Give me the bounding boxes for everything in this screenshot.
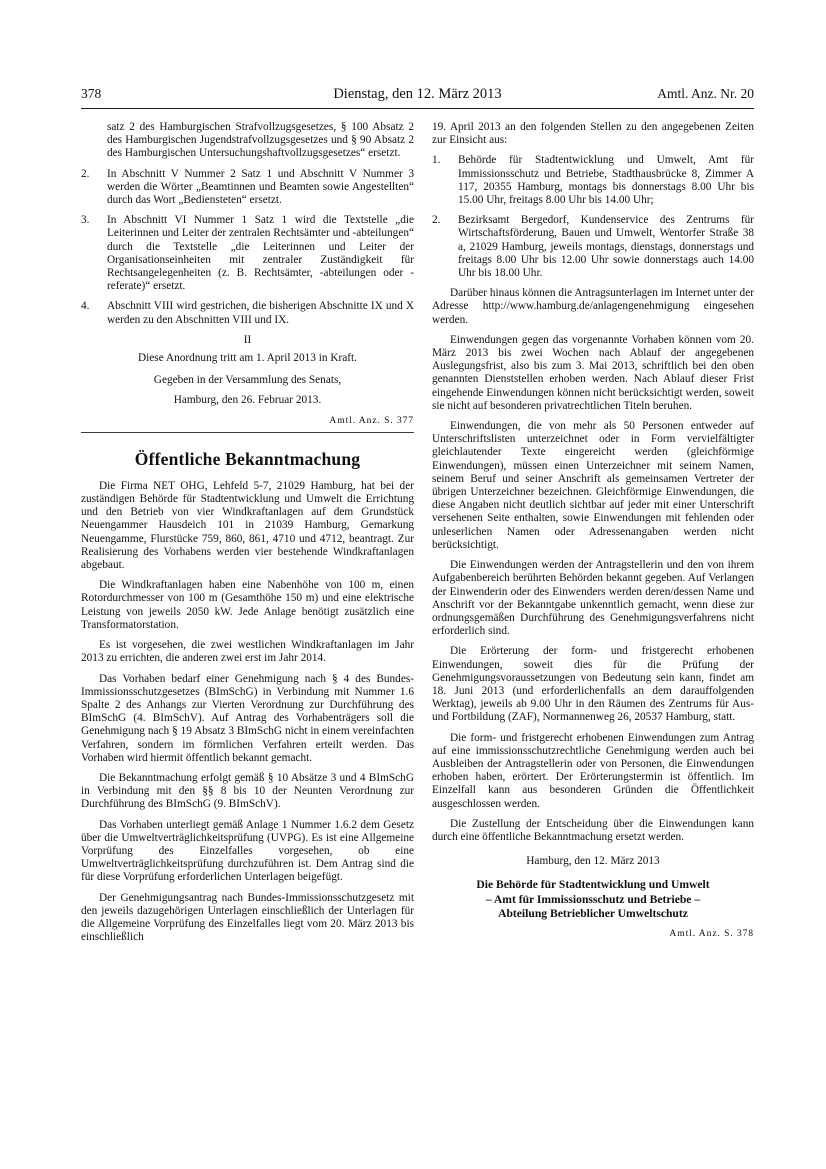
body-paragraph: Die Zustellung der Entscheidung über die Einwendungen kann durch eine öffentliche Bekanntmachung ersetzt werden. (432, 817, 754, 843)
announcement-paragraph: Das Vorhaben unterliegt gemäß Anlage 1 Nummer 1.6.2 dem Gesetz über die Umweltverträglichkeitsprüfung (UVPG). Es ist eine Allgemeine Vorprüfung des Einzelfalles vorgesehen, ob eine Umweltverträglichkeitsprüfung durchzuführen ist. Dem Antrag sind die für diese Vorprüfung erforderlichen Unterlagen beigefügt. (81, 818, 414, 884)
announcement-paragraph: Das Vorhaben bedarf einer Genehmigung nach § 4 des Bundes-Immissionsschutzgesetzes (BImSchG) in Verbindung mit Nummer 1.6 Spalte 2 des Anhangs zur Vierten Verordnung zur Durchführung des BImSchG (4. BImSchV). Auf Antrag des Vorhabenträgers soll die Genehmigung nach § 19 Absatz 3 BImSchG nicht in einem vereinfachten Verfahren, sondern im förmlichen Verfahren erteilt werden. Das Vorhaben wird hiermit öffentlich bekannt gemacht. (81, 672, 414, 764)
list-item (81, 300, 414, 326)
announcement-paragraph: Die Bekanntmachung erfolgt gemäß § 10 Absätze 3 und 4 BImSchG in Verbindung mit den §§ 8 bis 10 der Neunten Verordnung zur Durchführung des BImSchG (9. BImSchV). (81, 771, 414, 811)
source-reference: Amtl. Anz. S. 378 (669, 927, 754, 939)
list-continuation-text: satz 2 des Hamburgischen Strafvollzugsgesetzes, § 100 Absatz 2 des Hamburgischen Jugendstrafvollzugsgesetzes und § 90 Absatz 2 des Hamburgischen Untersuchungshaftvollzugsgesetzes“ ersetzt. (107, 121, 414, 160)
list-item-text: Abschnitt VIII wird gestrichen, die bisherigen Abschnitte IX und X werden zu den Abschnitten VIII und IX. (107, 300, 414, 326)
list-item-number: 2. (81, 167, 90, 180)
body-paragraph: Einwendungen, die von mehr als 50 Personen entweder auf Unterschriftslisten unterzeichnet oder in Form vervielfältigter gleichlautender Texte eingereicht werden (gleichförmige Einwendungen), müssen einen Unterzeichner mit seinem Namen, seinem Beruf und seiner Anschrift als gemeinsamen Vertreter der übrigen Unterzeichner bezeichnen. Gleichförmige Einwendungen, die diese Angaben nicht deutlich sichtbar auf jeder mit einer Unterschrift versehenen Seite enthalten, sowie Einwendungen mit fehlenden oder unleserlichen Namen oder Adressenangaben werden nicht berücksichtigt. (432, 420, 754, 551)
body-paragraph: Einwendungen gegen das vorgenannte Vorhaben können vom 20. März 2013 bis zwei Wochen nach Ablauf der angegebenen Auslegungsfrist, also bis zum 3. Mai 2013, schriftlich bei den oben genannten Dienststellen erhoben werden. Nach Ablauf dieser Frist eingehende Einwendungen können nicht berücksichtigt werden, soweit sie nicht auf besonderen privatrechtlichen Titeln beruhen. (432, 333, 754, 412)
announcement-paragraph: Die Windkraftanlagen haben eine Nabenhöhe von 100 m, einen Rotordurchmesser von 100 m (Gesamthöhe 150 m) und eine elektrische Leistung von jeweils 2050 kW. Jede Anlage benötigt zusätzlich eine Transformatorstation. (81, 579, 414, 631)
section-numeral: II (243, 333, 252, 346)
list-continuation (81, 121, 414, 161)
signature-line: Die Behörde für Stadtentwicklung und Umwelt (476, 878, 710, 892)
list-item-text: In Abschnitt V Nummer 2 Satz 1 und Abschnitt V Nummer 3 werden die Wörter „Beamtinnen und Beamten sowie Angestellten“ durch das Wort „Bediensteten“ ersetzt. (107, 167, 414, 207)
left-column (81, 121, 414, 951)
announcement-paragraph: Die Firma NET OHG, Lehfeld 5-7, 21029 Hamburg, hat bei der zuständigen Behörde für Stadtentwicklung und Umwelt die Errichtung und den Betrieb von vier Windkraftanlagen auf dem Grundstück Neuengammer Hausdeich 101 in 21039 Hamburg, Gemarkung Neuengamme, Flurstücke 759, 860, 861, 4710 und 4712, beantragt. Zur Realisierung des Vorhabens werden vier bestehende Windkraftanlagen abgebaut. (81, 479, 414, 572)
two-column-body (81, 121, 754, 951)
announcement-paragraph: Es ist vorgesehen, die zwei westlichen Windkraftanlagen im Jahr 2013 zu errichten, die anderen zwei erst im Jahr 2014. (81, 639, 414, 665)
list-item (81, 214, 414, 293)
list-item-number: 4. (81, 300, 90, 313)
page-number: 378 (81, 86, 102, 101)
body-paragraph: Die form- und fristgerecht erhobenen Einwendungen zum Antrag auf eine immissionsschutzrechtliche Genehmigung werden auch bei Ausbleiben der Antragstellerin oder von Personen, die Einwendungen erhoben haben, erörtert. Der Erörterungstermin ist öffentlich. Im Einzelfall kann aus besonderen Gründen die Öffentlichkeit ausgeschlossen werden. (432, 731, 754, 810)
given-line-2: Hamburg, den 26. Februar 2013. (173, 394, 322, 407)
list-item (81, 168, 414, 208)
given-line-1: Gegeben in der Versammlung des Senats, (153, 374, 342, 387)
right-column (432, 121, 754, 951)
body-paragraph: Die Einwendungen werden der Antragstellerin und den von ihrem Aufgabenbereich berührten Behörden bekannt gegeben. Auf Verlangen der Einwenderin oder des Einwenders werden deren/dessen Name und Anschrift vor der Bekanntgabe unkenntlich gemacht, wenn diese zur ordnungsgemäßen Durchführung des Genehmigungsverfahrens nicht erforderlich sind. (432, 559, 754, 638)
source-reference: Amtl. Anz. S. 377 (329, 414, 414, 426)
list-item-number: 1. (432, 154, 441, 167)
masthead (81, 86, 754, 109)
list-item-number: 2. (432, 214, 441, 227)
decree-line: Diese Anordnung tritt am 1. April 2013 in Kraft. (137, 352, 357, 365)
issue-number: Amtl. Anz. Nr. 20 (657, 86, 754, 101)
list-item (432, 214, 754, 280)
body-paragraph: Die Erörterung der form- und fristgerecht erhobenen Einwendungen, soweit dies für die Prüfung der Genehmigungsvoraussetzungen von Bedeutung sein kann, findet am 18. Juni 2013 (und erforderlichenfalls an dem darauffolgenden Werktag), jeweils ab 9.00 Uhr in den Räumen des Zentrums für Aus- und Fortbildung (ZAF), Normannenweg 26, 20537 Hamburg, statt. (432, 645, 754, 724)
issue-date-title: Dienstag, den 12. März 2013 (333, 86, 502, 102)
announcement-title: Öffentliche Bekanntmachung (134, 448, 361, 469)
continuation-paragraph: 19. April 2013 an den folgenden Stellen zu den angegebenen Zeiten zur Einsicht aus: (432, 121, 754, 147)
signature-line: Abteilung Betrieblicher Umweltschutz (498, 907, 688, 921)
signature-line: – Amt für Immissionsschutz und Betriebe – (485, 892, 701, 906)
announcement-paragraph: Der Genehmigungsantrag nach Bundes-Immissionsschutzgesetz mit den jeweils dazugehörigen Unterlagen einschließlich der Unterlagen für die Allgemeine Vorprüfung des Einzelfalles liegt vom 20. März 2013 bis einschließlich (81, 891, 414, 944)
section-divider (81, 432, 414, 433)
list-item-text: In Abschnitt VI Nummer 1 Satz 1 wird die Textstelle „die Leiterinnen und Leiter der zentralen Rechtsämter und -abteilungen“ durch die Textstelle „die Leiterinnen und Leiter der Organisationseinheiten mit zentraler Zuständigkeit für Rechtsangelegenheiten (z. B. Rechtsämter, -abteilungen oder -referate)“ ersetzt. (107, 214, 414, 293)
signature-date: Hamburg, den 12. März 2013 (526, 855, 660, 868)
list-item-text: Bezirksamt Bergedorf, Kundenservice des Zentrums für Wirtschaftsförderung, Bauen und Umwelt, Wentorfer Straße 38 a, 21029 Hamburg, jeweils montags, dienstags, donnerstags und freitags 8.00 Uhr bis 12.00 Uhr sowie donnerstags auch 14.00 Uhr bis 18.00 Uhr. (458, 214, 754, 280)
signature-block (432, 878, 754, 922)
list-item-number: 3. (81, 214, 90, 227)
list-item (432, 154, 754, 207)
page-content (81, 86, 754, 951)
list-item-text: Behörde für Stadtentwicklung und Umwelt, Amt für Immissionsschutz und Betriebe, Stadthausbrücke 8, Zimmer A 117, 20355 Hamburg, montags bis donnerstags 8.00 Uhr bis 15.00 Uhr, freitags 8.00 Uhr bis 14.00 Uhr; (458, 154, 754, 207)
body-paragraph: Darüber hinaus können die Antragsunterlagen im Internet unter der Adresse http://www.hamburg.de/anlagengenehmigung eingesehen werden. (432, 287, 754, 326)
